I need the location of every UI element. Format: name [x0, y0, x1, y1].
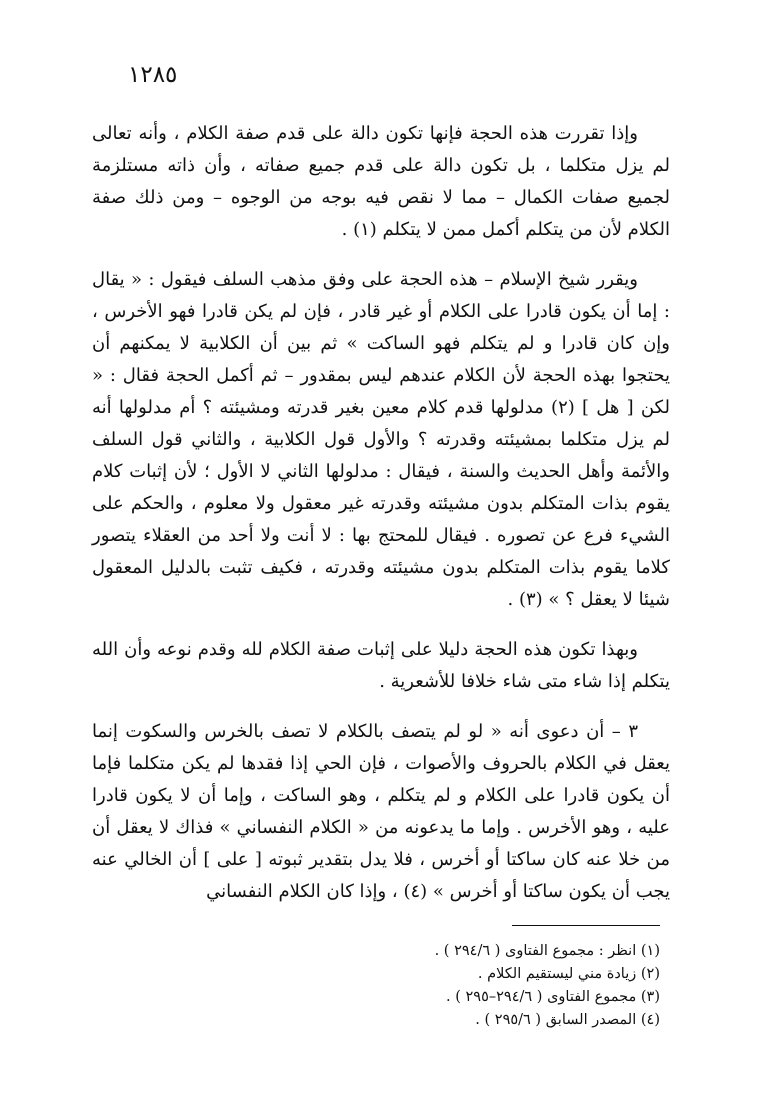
paragraph-4: ٣ – أن دعوى أنه « لو لم يتصف بالكلام لا تصف بالخرس والسكوت إنما يعقل في الكلام بالحروف والأصوات ، فإن الحي إذا فقدها لم يكن متكلما فإما أن يكون قادرا على الكلام و لم يتكلم ، وهو الساكت ، وإما أن لا يكون قادرا عليه ، وهو الأخرس . وإما ما يدعونه من « الكلام النفساني » فذاك لا يعقل أن من خلا عنه كان ساكتا أو أخرس ، فلا يدل بتقدير ثبوته [ على ] أن الخالي عنه يجب أن يكون ساكتا أو أخرس » (٤) ، وإذا كان الكلام النفساني — [92, 721, 670, 902]
footnote-1: (١) انظر : مجموع الفتاوى ( ٢٩٤/٦ ) . — [434, 943, 660, 959]
footnote-4: (٤) المصدر السابق ( ٢٩٥/٦ ) . — [475, 1012, 660, 1028]
footnote-3: (٣) مجموع الفتاوى ( ٢٩٤/٦–٢٩٥ ) . — [446, 989, 660, 1005]
footnote-2: (٢) زيادة مني ليستقيم الكلام . — [477, 966, 660, 982]
page-number: ١٢٨٥ — [128, 62, 178, 88]
paragraph-3: وبهذا تكون هذه الحجة دليلا على إثبات صفة الكلام لله وقدم نوعه وأن الله يتكلم إذا شاء متى شاء خلافا للأشعرية . — [92, 639, 670, 692]
body-text — [92, 118, 670, 926]
footnote-separator — [512, 925, 660, 926]
paragraph-1: وإذا تقررت هذه الحجة فإنها تكون دالة على قدم صفة الكلام ، وأنه تعالى لم يزل متكلما ، بل تكون دالة على قدم جميع صفاته ، وأن ذاته مستلزمة لجميع صفات الكمال – مما لا نقص فيه بوجه من الوجوه – ومن ذلك صفة الكلام لأن من يتكلم أكمل ممن لا يتكلم (١) . — [92, 123, 670, 240]
footnotes — [92, 940, 660, 1032]
paragraph-2: ويقرر شيخ الإسلام – هذه الحجة على وفق مذهب السلف فيقول : « يقال : إما أن يكون قادرا على الكلام أو غير قادر ، فإن لم يكن قادرا فهو الأخرس ، وإن كان قادرا و لم يتكلم فهو الساكت » ثم بين أن الكلابية لا يمكنهم أن يحتجوا بهذه الحجة لأن الكلام عندهم ليس بمقدور – ثم أكمل الحجة فقال : « لكن [ هل ] (٢) مدلولها قدم كلام معين بغير قدرته ومشيئته ؟ أم مدلولها أنه لم يزل متكلما بمشيئته وقدرته ؟ والأول قول الكلابية ، والثاني قول السلف والأئمة وأهل الحديث والسنة ، فيقال : مدلولها الثاني لا الأول ؛ لأن إثبات كلام يقوم بذات المتكلم بدون مشيئته وقدرته غير معقول ولا معلوم ، والحكم على الشيء فرع عن تصوره . فيقال للمحتج بها : لا أنت ولا أحد من العقلاء يتصور كلاما يقوم بذات المتكلم بدون مشيئته وقدرته ، فكيف تثبت بالدليل المعقول شيئا لا يعقل ؟ » (٣) . — [92, 269, 670, 610]
